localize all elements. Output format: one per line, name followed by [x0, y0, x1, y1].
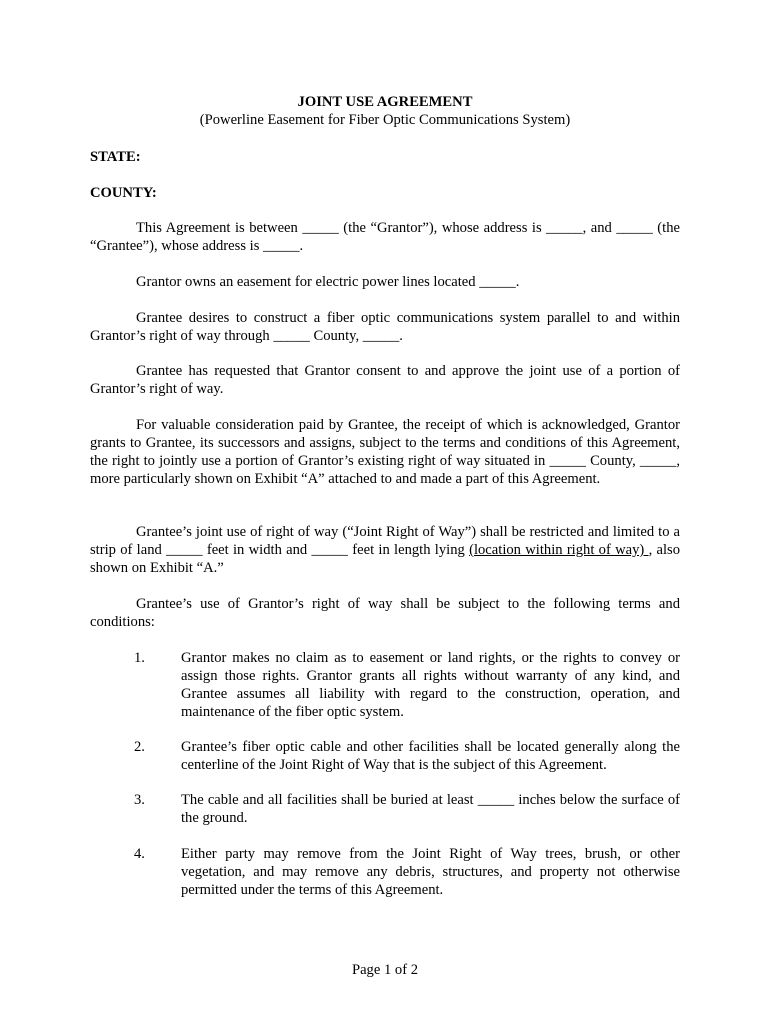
paragraph-grant: For valuable consideration paid by Grantee, the receipt of which is acknowledged, Grantor grants to Grantee, its successors and assigns, subject to the terms and conditions of this Agreement, the right to jointly use a portion of Grantor’s existing right of way situated in _____ County, _____, more particularly shown on Exhibit “A” attached to and made a part of this Agreement.	[90, 417, 680, 487]
list-item	[90, 738, 680, 774]
paragraph-joint-use	[90, 523, 680, 577]
paragraph-request: Grantee has requested that Grantor consent to and approve the joint use of a portion of Grantor’s right of way.	[90, 363, 680, 397]
state-label: STATE:	[90, 149, 141, 165]
paragraph-construct: Grantee desires to construct a fiber optic communications system parallel to and within Grantor’s right of way through _____ County, _____.	[90, 310, 680, 344]
list-item	[90, 791, 680, 827]
document-title: JOINT USE AGREEMENT	[297, 94, 473, 110]
list-item	[90, 649, 680, 721]
list-item-number: 4.	[134, 846, 145, 862]
list-item-number: 1.	[134, 650, 145, 666]
paragraph-conditions: Grantee’s use of Grantor’s right of way shall be subject to the following terms and conditions:	[90, 596, 680, 630]
list-item	[90, 845, 680, 899]
list-item-number: 3.	[134, 792, 145, 808]
joint-use-text: Grantee’s joint use of right of way (“Joint Right of Way”) shall be restricted and limited to a strip of land _____ feet in width and _____ feet in length lying	[90, 524, 680, 558]
list-item-number: 2.	[134, 739, 145, 755]
paragraph-easement: Grantor owns an easement for electric power lines located _____.	[136, 274, 520, 290]
list-item-text: Grantor makes no claim as to easement or land rights, or the rights to convey or assign those rights. Grantor grants all rights without warranty of any kind, and Grantee assumes all liability with regard to the construction, operation, and maintenance of the fiber optic system.	[181, 650, 680, 720]
location-placeholder: (location within right of way)	[469, 542, 649, 558]
document-subtitle: (Powerline Easement for Fiber Optic Communications System)	[199, 112, 571, 128]
page-number: Page 1 of 2	[351, 962, 419, 978]
county-label: COUNTY:	[90, 185, 157, 201]
paragraph-parties: This Agreement is between _____ (the “Grantor”), whose address is _____, and _____ (the “Grantee”), whose address is _____.	[90, 220, 680, 254]
list-item-text: Grantee’s fiber optic cable and other facilities shall be located generally along the centerline of the Joint Right of Way that is the subject of this Agreement.	[181, 739, 680, 773]
joint-use-text-end: , also shown on Exhibit “A.”	[90, 542, 680, 576]
list-item-text: The cable and all facilities shall be buried at least _____ inches below the surface of the ground.	[181, 792, 680, 826]
list-item-text: Either party may remove from the Joint Right of Way trees, brush, or other vegetation, and may remove any debris, structures, and property not otherwise permitted under the terms of this Agreement.	[181, 846, 680, 898]
